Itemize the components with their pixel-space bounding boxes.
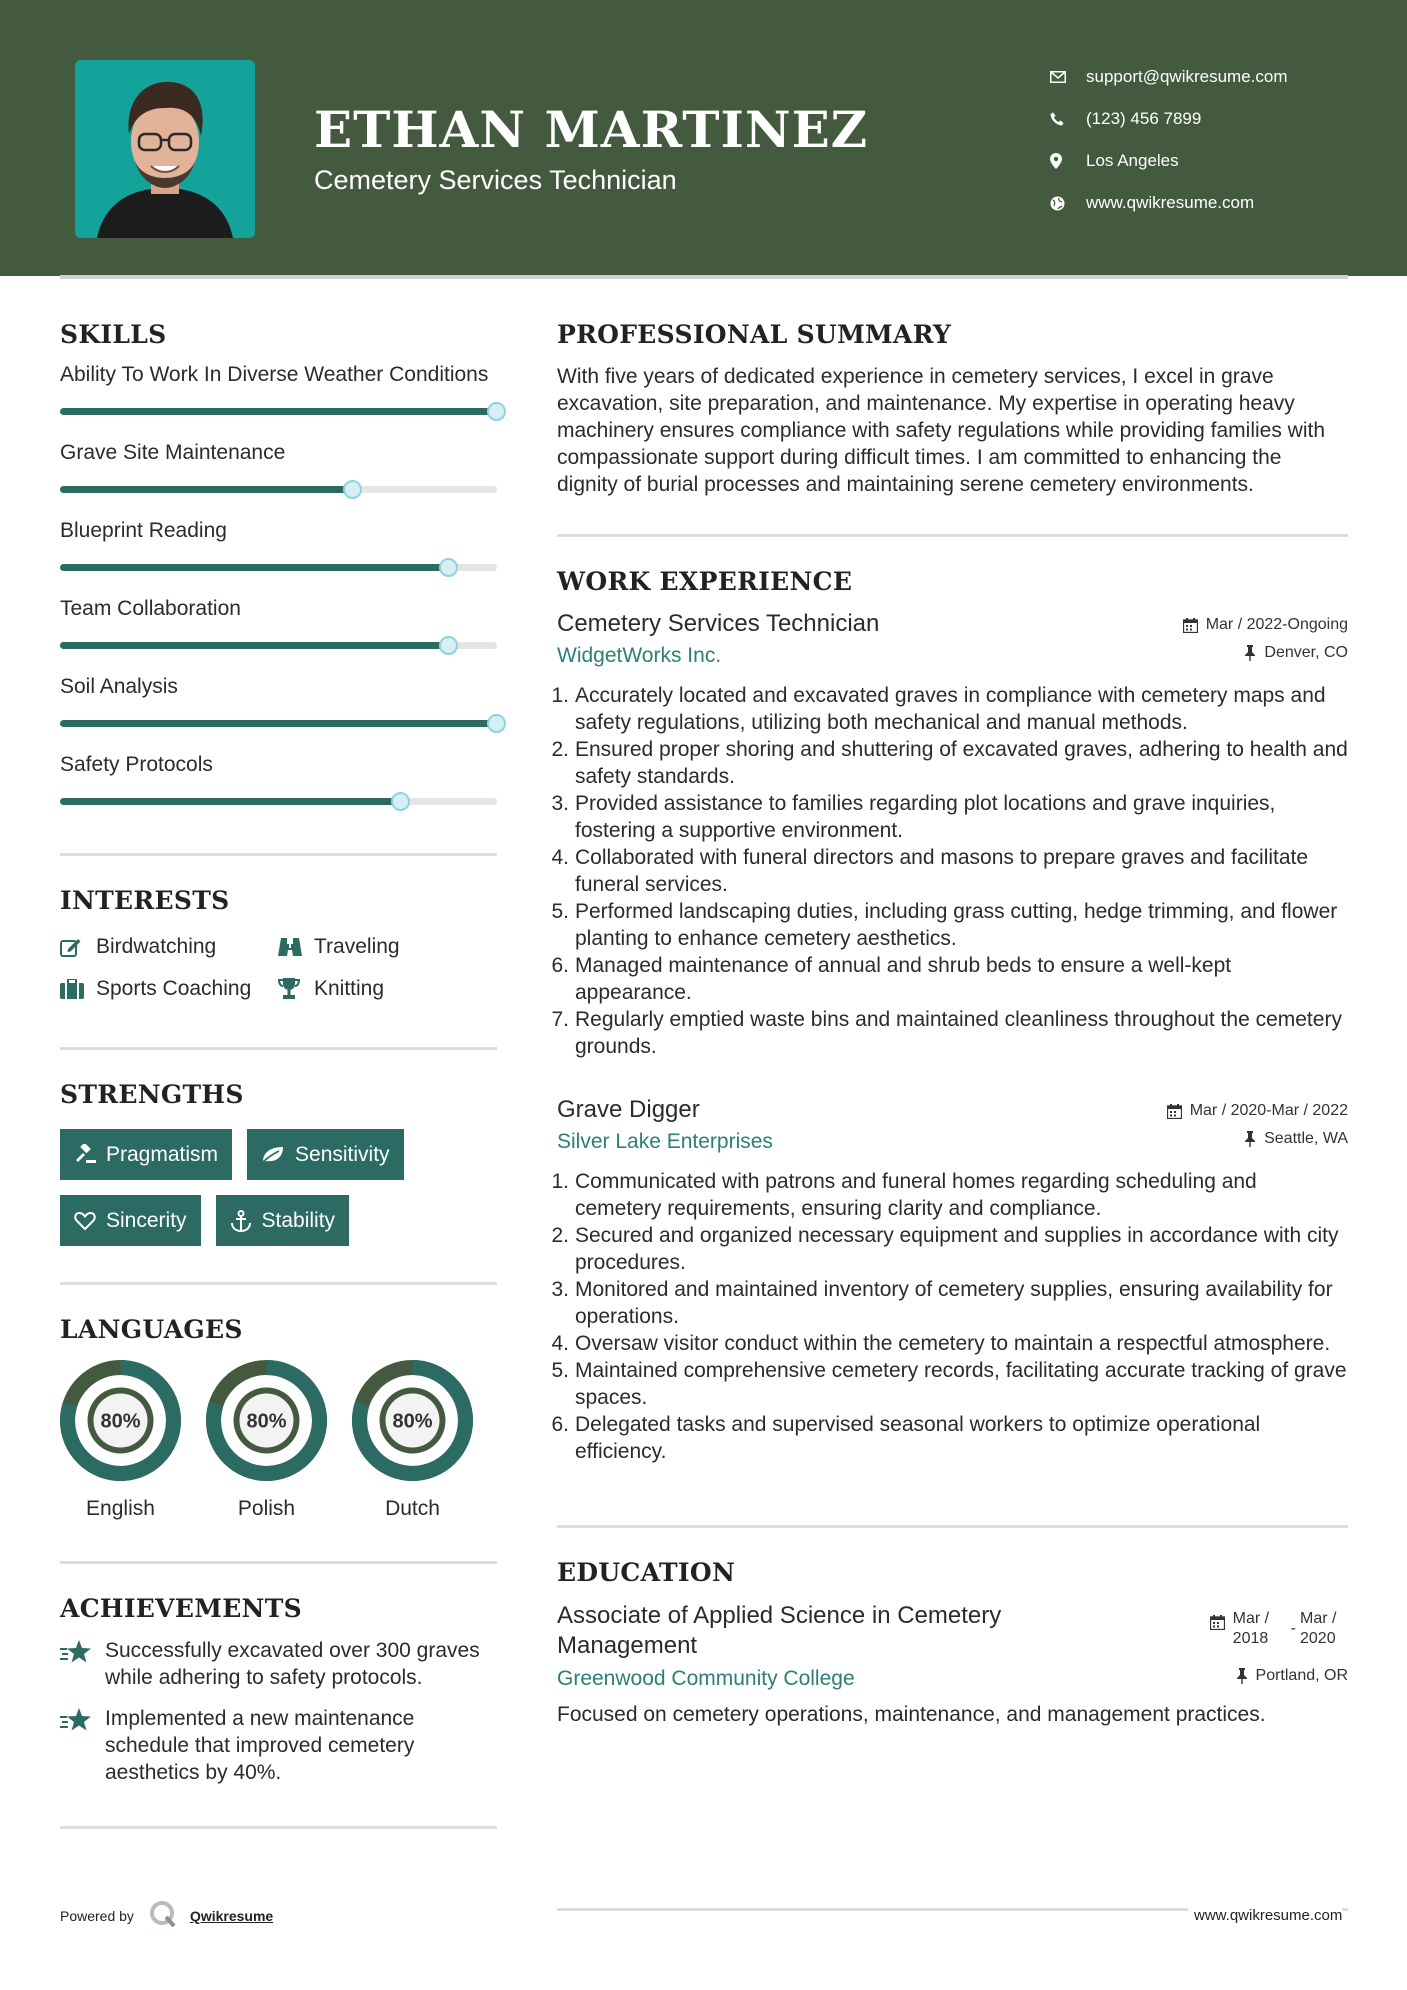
job-location: Denver, CO bbox=[1244, 644, 1348, 662]
skill-name: Safety Protocols bbox=[60, 753, 213, 776]
skills-title: SKILLS bbox=[60, 320, 167, 349]
calendar-icon bbox=[1210, 1615, 1225, 1630]
language-percent: 80% bbox=[392, 1410, 433, 1433]
skill-bar-fill bbox=[60, 798, 401, 805]
interest-item: Birdwatching bbox=[60, 935, 278, 959]
job-bullet: 6. Delegated tasks and supervised seasonal workers to optimize operational efficiency. bbox=[551, 1413, 1261, 1463]
skill-bar-fill bbox=[60, 642, 449, 649]
globe-icon bbox=[1050, 196, 1086, 211]
job-bullets bbox=[551, 682, 1348, 1060]
skill-bar-fill bbox=[60, 564, 449, 571]
job-dates: Mar / 2022-Ongoing bbox=[1183, 616, 1348, 634]
job-bullet: 1. Accurately located and excavated graves in compliance with cemetery maps and safety regulations, utilizing both mechanical and manual methods. bbox=[551, 684, 1326, 734]
job-title: Cemetery Services Technician bbox=[557, 610, 880, 637]
skill-bar bbox=[60, 486, 497, 493]
language-percent: 80% bbox=[100, 1410, 141, 1433]
skill-name: Soil Analysis bbox=[60, 675, 178, 698]
pushpin-icon bbox=[1236, 1668, 1248, 1684]
languages-list bbox=[60, 1360, 497, 1521]
interest-item: Knitting bbox=[278, 977, 497, 1001]
strengths-title: STRENGTHS bbox=[60, 1080, 244, 1109]
skill-bar-fill bbox=[60, 408, 497, 415]
education-school: Greenwood Community College bbox=[557, 1667, 855, 1690]
resume-header bbox=[0, 0, 1407, 276]
skill-item bbox=[60, 439, 497, 493]
job-location: Seattle, WA bbox=[1244, 1130, 1348, 1148]
skill-bar bbox=[60, 720, 497, 727]
education-dates: Mar / 2018 - Mar / 2020 bbox=[1210, 1609, 1348, 1649]
contact-website[interactable]: www.qwikresume.com bbox=[1050, 182, 1288, 224]
job-bullet: 3. Monitored and maintained inventory of cemetery supplies, ensuring availability for operations. bbox=[551, 1278, 1333, 1328]
language-item bbox=[352, 1360, 473, 1521]
pushpin-icon bbox=[1244, 1131, 1256, 1147]
skill-item bbox=[60, 673, 497, 727]
heart-icon bbox=[74, 1211, 96, 1231]
interest-item: Sports Coaching bbox=[60, 977, 278, 1001]
job-bullets bbox=[551, 1168, 1348, 1465]
location-pin-icon bbox=[1050, 153, 1086, 169]
leaf-icon bbox=[261, 1146, 285, 1164]
person-avatar-icon bbox=[75, 60, 255, 238]
skill-name: Ability To Work In Diverse Weather Conditions bbox=[60, 363, 489, 386]
language-name: Dutch bbox=[385, 1497, 440, 1520]
job-bullet: 2. Secured and organized necessary equipment and supplies in accordance with city procedures. bbox=[551, 1224, 1339, 1274]
section-divider bbox=[60, 1561, 497, 1564]
contact-list bbox=[1050, 56, 1288, 224]
skill-bar bbox=[60, 798, 497, 805]
skill-name: Blueprint Reading bbox=[60, 519, 227, 542]
education-degree: Associate of Applied Science in Cemetery Management bbox=[557, 1602, 1002, 1659]
skill-item bbox=[60, 751, 497, 805]
envelope-icon bbox=[1050, 71, 1086, 83]
star-icon bbox=[60, 1637, 105, 1691]
candidate-role: Cemetery Services Technician bbox=[314, 165, 677, 195]
experience-title: WORK EXPERIENCE bbox=[557, 567, 853, 596]
gavel-icon bbox=[74, 1144, 96, 1166]
section-divider bbox=[60, 1826, 497, 1829]
job-bullet: 5. Maintained comprehensive cemetery records, facilitating accurate tracking of grave spaces. bbox=[551, 1359, 1347, 1409]
skill-bar bbox=[60, 408, 497, 415]
contact-email[interactable]: support@qwikresume.com bbox=[1050, 56, 1288, 98]
trophy-icon bbox=[278, 978, 314, 1000]
skill-name: Team Collaboration bbox=[60, 597, 241, 620]
skill-bar-fill bbox=[60, 720, 497, 727]
skills-list bbox=[60, 361, 497, 805]
skill-bar-knob bbox=[439, 558, 458, 577]
skill-bar-fill bbox=[60, 486, 353, 493]
language-ring bbox=[352, 1360, 473, 1481]
language-name: Polish bbox=[237, 1497, 296, 1520]
skill-bar-knob bbox=[487, 714, 506, 733]
skill-bar bbox=[60, 642, 497, 649]
profile-photo bbox=[75, 60, 255, 238]
job-bullet: 4. Collaborated with funeral directors and masons to prepare graves and facilitate funeral services. bbox=[551, 846, 1309, 896]
job-title: Grave Digger bbox=[557, 1096, 700, 1123]
languages-title: LANGUAGES bbox=[60, 1315, 243, 1344]
achievement-item: Successfully excavated over 300 graves while adhering to safety protocols. bbox=[60, 1637, 497, 1691]
skill-bar-knob bbox=[439, 636, 458, 655]
language-item bbox=[60, 1360, 181, 1521]
job-company: Silver Lake Enterprises bbox=[557, 1130, 773, 1153]
section-divider bbox=[60, 1047, 497, 1050]
powered-by: Powered by Qwikresume bbox=[60, 1899, 273, 1932]
qwikresume-link[interactable]: Qwikresume bbox=[189, 1907, 274, 1924]
phone-icon bbox=[1050, 112, 1086, 126]
achievements-list bbox=[60, 1637, 497, 1786]
interests-title: INTERESTS bbox=[60, 886, 230, 915]
strength-chip: Pragmatism bbox=[60, 1129, 232, 1180]
job-entry bbox=[551, 610, 1348, 1060]
candidate-name: ETHAN MARTINEZ bbox=[314, 100, 869, 159]
job-dates: Mar / 2020-Mar / 2022 bbox=[1167, 1102, 1348, 1120]
education-location: Portland, OR bbox=[1236, 1667, 1348, 1685]
calendar-icon bbox=[1167, 1104, 1182, 1119]
skill-bar bbox=[60, 564, 497, 571]
language-ring bbox=[206, 1360, 327, 1481]
jobs-list bbox=[551, 610, 1348, 1465]
education-description: Focused on cemetery operations, maintenance, and management practices. bbox=[557, 1703, 1266, 1726]
binoculars-icon bbox=[278, 936, 314, 958]
education-entry bbox=[557, 1601, 1348, 1661]
pushpin-icon bbox=[1244, 645, 1256, 661]
job-bullet: 6. Managed maintenance of annual and shrub beds to ensure a well-kept appearance. bbox=[551, 954, 1232, 1004]
header-divider bbox=[60, 275, 1348, 279]
job-company: WidgetWorks Inc. bbox=[557, 644, 722, 667]
left-column bbox=[60, 320, 497, 1829]
strength-chip: Stability bbox=[216, 1195, 350, 1246]
star-icon bbox=[60, 1705, 105, 1786]
achievements-title: ACHIEVEMENTS bbox=[60, 1594, 302, 1623]
section-divider bbox=[557, 1525, 1348, 1528]
achievement-item: Implemented a new maintenance schedule that improved cemetery aesthetics by 40%. bbox=[60, 1705, 497, 1786]
pencil-square-icon bbox=[60, 937, 96, 957]
education-title: EDUCATION bbox=[557, 1558, 736, 1587]
job-bullet: 2. Ensured proper shoring and shuttering of excavated graves, adhering to health and safety standards. bbox=[551, 738, 1348, 788]
contact-phone[interactable]: (123) 456 7899 bbox=[1050, 98, 1288, 140]
job-bullet: 5. Performed landscaping duties, including grass cutting, hedge trimming, and flower planting to enhance cemetery aesthetics. bbox=[551, 900, 1338, 950]
briefcase-icon bbox=[60, 979, 96, 999]
job-bullet: 1. Communicated with patrons and funeral homes regarding scheduling and cemetery requirements, ensuring clarity and compliance. bbox=[551, 1170, 1257, 1220]
anchor-icon bbox=[230, 1210, 252, 1232]
language-name: English bbox=[86, 1497, 155, 1520]
job-bullet: 4. Oversaw visitor conduct within the cemetery to maintain a respectful atmosphere. bbox=[551, 1332, 1331, 1355]
language-item bbox=[206, 1360, 327, 1521]
skill-name: Grave Site Maintenance bbox=[60, 441, 286, 464]
skill-item bbox=[60, 595, 497, 649]
section-divider bbox=[557, 534, 1348, 537]
skill-bar-knob bbox=[391, 792, 410, 811]
skill-bar-knob bbox=[343, 480, 362, 499]
strengths-list bbox=[60, 1129, 497, 1246]
contact-location: Los Angeles bbox=[1050, 140, 1288, 182]
summary-title: PROFESSIONAL SUMMARY bbox=[557, 320, 952, 349]
skill-item bbox=[60, 517, 497, 571]
section-divider bbox=[60, 1282, 497, 1285]
footer-url[interactable]: www.qwikresume.com bbox=[1188, 1907, 1342, 1924]
summary-text: With five years of dedicated experience in cemetery services, I excel in grave excavation, site preparation, and maintenance. My expertise in operating heavy machinery ensures compliance with safety regulations while providing families with compassionate support during difficult times. I am committed to enhancing the dignity of burial processes and maintaining serene cemetery environments. bbox=[557, 365, 1326, 496]
calendar-icon bbox=[1183, 618, 1198, 633]
strength-chip: Sensitivity bbox=[247, 1129, 404, 1180]
skill-bar-knob bbox=[487, 402, 506, 421]
job-bullet: 7. Regularly emptied waste bins and maintained cleanliness throughout the cemetery grounds. bbox=[551, 1008, 1342, 1058]
language-percent: 80% bbox=[246, 1410, 287, 1433]
interest-item: Traveling bbox=[278, 935, 497, 959]
language-ring bbox=[60, 1360, 181, 1481]
right-column bbox=[551, 320, 1348, 1728]
strength-chip: Sincerity bbox=[60, 1195, 201, 1246]
skill-item bbox=[60, 361, 497, 415]
qwikresume-logo-icon bbox=[148, 1899, 178, 1932]
section-divider bbox=[60, 853, 497, 856]
interests-list bbox=[60, 935, 497, 1001]
job-bullet: 3. Provided assistance to families regarding plot locations and grave inquiries, fostering a supportive environment. bbox=[551, 792, 1276, 842]
job-entry bbox=[551, 1096, 1348, 1465]
